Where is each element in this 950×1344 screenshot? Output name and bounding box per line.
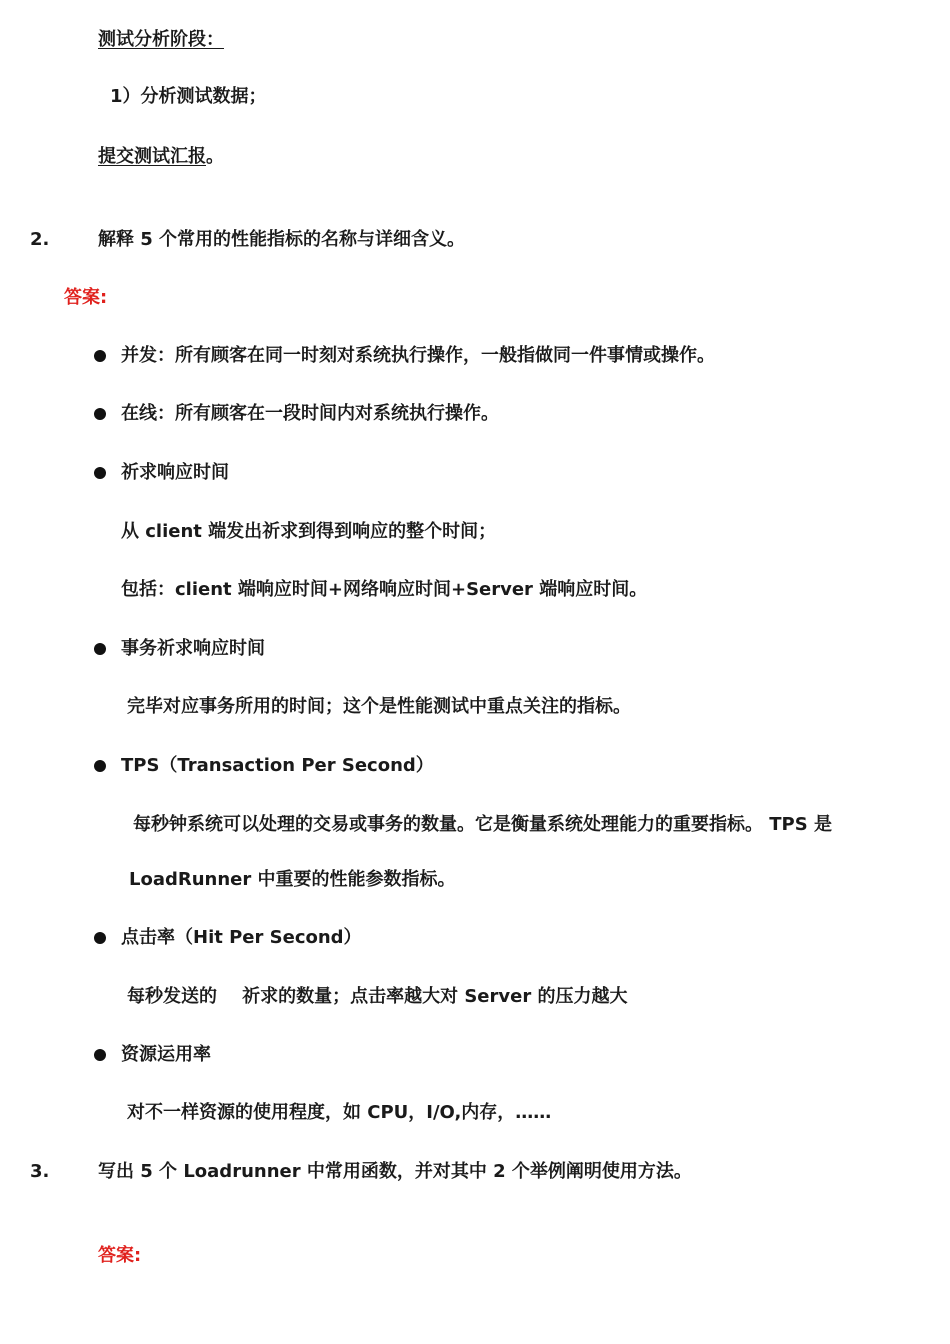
metric-description-line: 每秒钟系统可以处理的交易或事务的数量。它是衡量系统处理能力的重要指标。 TPS 是: [133, 814, 832, 835]
bullet-icon: [94, 1049, 106, 1061]
metric-request-response-time: 祈求响应时间: [121, 462, 229, 483]
metric-description-line: 包括：client 端响应时间+网络响应时间+Server 端响应时间。: [121, 579, 648, 600]
metric-description-line: 完毕对应事务所用的时间；这个是性能测试中重点关注的指标。: [127, 696, 631, 717]
metric-description-line: 对不一样资源的使用程度，如 CPU，I/O,内存，……: [127, 1102, 552, 1123]
metric-transaction-response-time: 事务祈求响应时间: [121, 638, 265, 659]
bullet-icon: [94, 350, 106, 362]
metric-description-line: LoadRunner 中重要的性能参数指标。: [129, 869, 456, 890]
step-submit-suffix: 。: [206, 146, 224, 167]
metric-description-line: 从 client 端发出祈求到得到响应的整个时间；: [121, 521, 497, 542]
bullet-icon: [94, 408, 106, 420]
step-submit-text: 提交测试汇报: [98, 146, 206, 167]
metric-concurrency: 并发：所有顾客在同一时刻对系统执行操作，一般指做同一件事情或操作。: [121, 345, 715, 366]
step-analyze-data: 1）分析测试数据；: [110, 86, 267, 107]
step-submit-report: [98, 145, 224, 169]
bullet-icon: [94, 467, 106, 479]
metric-tps: TPS（Transaction Per Second）: [121, 755, 434, 776]
metric-description-line: 每秒发送的 祈求的数量；点击率越大对 Server 的压力越大: [127, 986, 628, 1007]
bullet-icon: [94, 643, 106, 655]
metric-hit-rate: 点击率（Hit Per Second）: [121, 927, 362, 948]
question-2-text: 解释 5 个常用的性能指标的名称与详细含义。: [98, 229, 466, 250]
metric-online: 在线：所有顾客在一段时间内对系统执行操作。: [121, 403, 499, 424]
question-2-number: 2.: [30, 229, 50, 250]
section-header: 测试分析阶段：: [98, 29, 224, 50]
bullet-icon: [94, 760, 106, 772]
bullet-icon: [94, 932, 106, 944]
question-3-text: 写出 5 个 Loadrunner 中常用函数，并对其中 2 个举例阐明使用方法。: [98, 1161, 692, 1182]
question-3-answer-label: 答案:: [98, 1245, 142, 1266]
metric-resource-utilization: 资源运用率: [121, 1044, 211, 1065]
question-2-answer-label: 答案:: [64, 287, 108, 308]
question-3-number: 3.: [30, 1161, 50, 1182]
